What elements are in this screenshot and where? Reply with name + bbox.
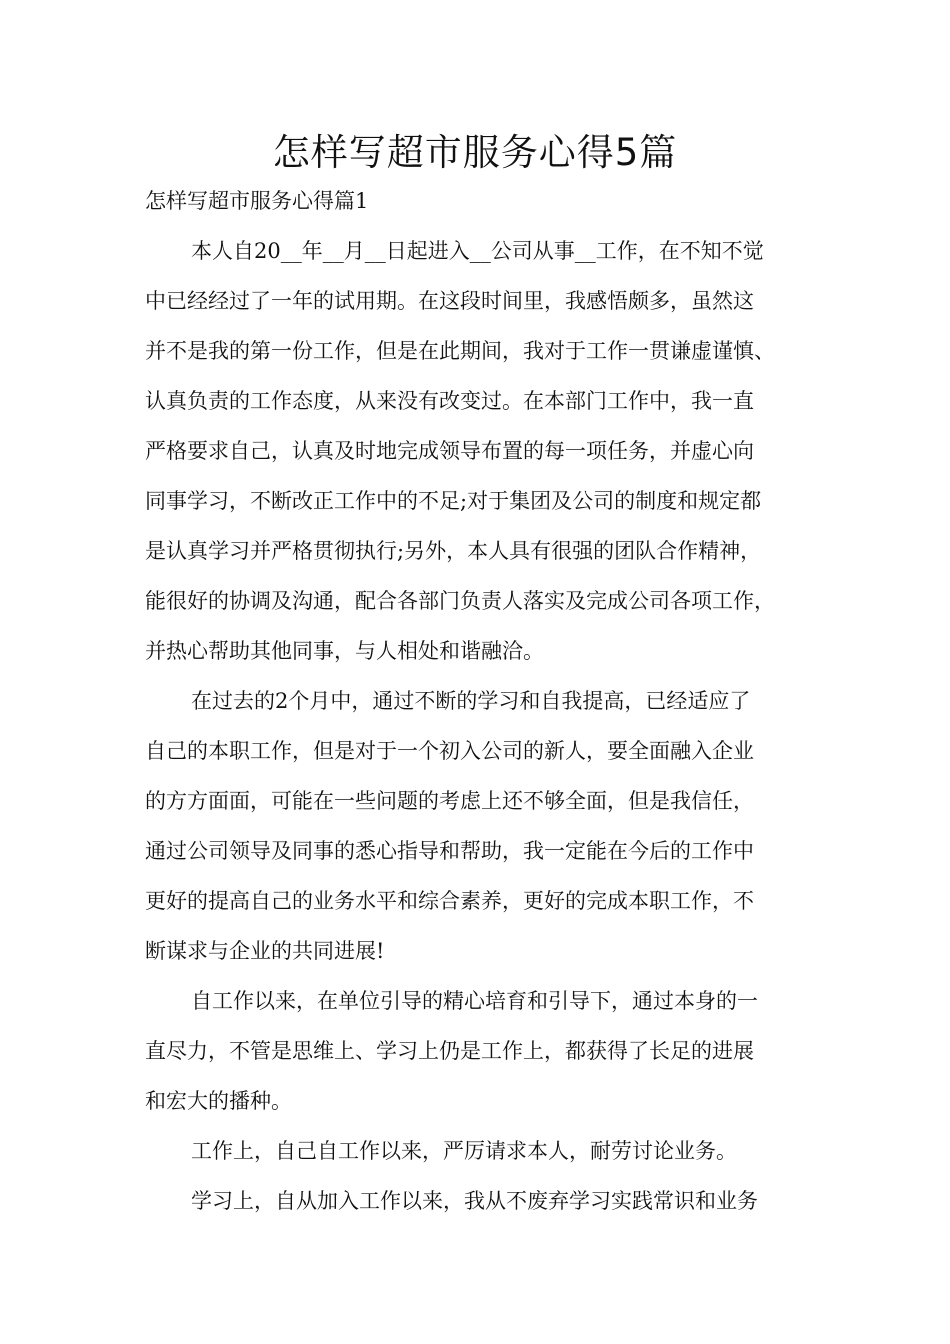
text-line: 断谋求与企业的共同进展!	[145, 939, 385, 963]
text-line: 自工作以来，在单位引导的精心培育和引导下，通过本身的一	[191, 989, 758, 1013]
text-line: 能很好的协调及沟通，配合各部门负责人落实及完成公司各项工作，	[145, 589, 775, 613]
text-line: 通过公司领导及同事的悉心指导和帮助，我一定能在今后的工作中	[145, 839, 754, 863]
text-line: 自己的本职工作，但是对于一个初入公司的新人，要全面融入企业	[145, 739, 754, 763]
text-line: 同事学习，不断改正工作中的不足;对于集团及公司的制度和规定都	[145, 489, 762, 513]
text-line: 并不是我的第一份工作，但是在此期间，我对于工作一贯谦虚谨慎、	[145, 339, 775, 363]
text-line: 严格要求自己，认真及时地完成领导布置的每一项任务，并虚心向	[145, 439, 754, 463]
text-line: 认真负责的工作态度，从来没有改变过。在本部门工作中，我一直	[145, 389, 754, 413]
text-line: 工作上，自己自工作以来，严厉请求本人，耐劳讨论业务。	[191, 1139, 737, 1163]
text-line: 并热心帮助其他同事，与人相处和谐融洽。	[145, 639, 544, 663]
text-line: 学习上，自从加入工作以来，我从不废弃学习实践常识和业务	[191, 1189, 758, 1213]
document-title: 怎样写超市服务心得5篇	[272, 131, 678, 174]
text-line: 是认真学习并严格贯彻执行;另外，本人具有很强的团队合作精神，	[145, 539, 762, 563]
text-line: 本人自20__年__月__日起进入__公司从事__工作，在不知不觉	[191, 239, 764, 263]
text-line: 和宏大的播种。	[145, 1089, 292, 1113]
text-line: 直尽力，不管是思维上、学习上仍是工作上，都获得了长足的进展	[145, 1039, 754, 1063]
section-heading: 怎样写超市服务心得篇1	[145, 189, 369, 213]
text-line: 在过去的2个月中，通过不断的学习和自我提高，已经适应了	[191, 689, 751, 713]
text-line: 的方方面面，可能在一些问题的考虑上还不够全面，但是我信任，	[145, 789, 754, 813]
text-line: 中已经经过了一年的试用期。在这段时间里，我感悟颇多，虽然这	[145, 289, 754, 313]
text-line: 更好的提高自己的业务水平和综合素养，更好的完成本职工作，不	[145, 889, 754, 913]
